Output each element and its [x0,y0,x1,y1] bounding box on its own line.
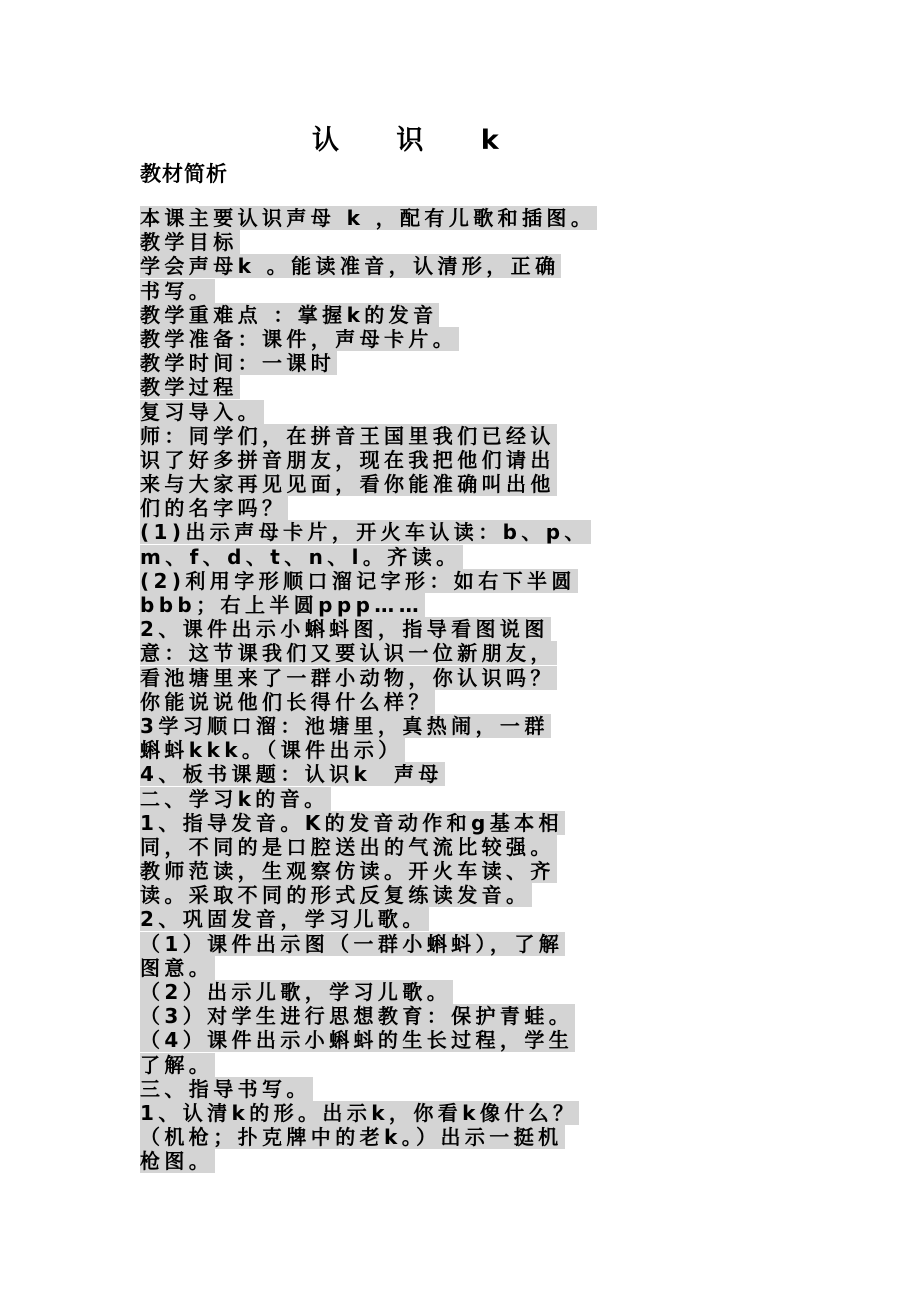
text-line [140,1053,790,1077]
text-line [140,1125,790,1149]
text-line-content: 教学时间：一课时 [140,351,336,376]
text-line-content: 识了好多拼音朋友，现在我把他们请出 [140,447,555,472]
text-line-content: bbb；右上半圆ppp…… [140,593,424,617]
text-line [140,351,790,375]
text-line-content: 教学准备：课件，声母卡片。 [140,326,458,351]
text-line [140,206,790,230]
text-line [140,230,790,254]
text-line [140,400,790,424]
lesson-body [140,206,790,1174]
text-line-content: 你能说说他们长得什么样？ [140,689,433,714]
text-line [140,303,790,327]
text-line-content: 教学目标 [140,230,238,255]
text-line-content: 三、指导书写。 [140,1076,311,1101]
section-heading: 教材简析 [140,162,228,186]
text-line-content: 复习导入。 [140,399,262,424]
text-line [140,1149,790,1173]
text-line [140,738,790,762]
text-line-content: 枪图。 [140,1149,214,1174]
text-line-content: 4、板书课题：认识k 声母 [140,762,443,787]
text-line [140,859,790,883]
text-line-content: m、f、d、t、n、l。齐读。 [140,544,461,569]
text-line [140,932,790,956]
text-line-content: 学会声母k 。能读准音，认清形，正确 [140,254,560,279]
text-line [140,956,790,980]
text-line-content: 书写。 [140,278,214,303]
text-line [140,448,790,472]
text-line [140,1101,790,1125]
text-line-content: （机枪；扑克牌中的老k。）出示一挺机 [140,1125,563,1150]
text-line-content: 图意。 [140,955,214,980]
text-line [140,690,790,714]
text-line-content: 意：这节课我们又要认识一位新朋友， [140,641,555,666]
text-line-content: 师：同学们，在拼音王国里我们已经认 [140,423,555,448]
text-line [140,1077,790,1101]
text-line [140,980,790,1004]
page-title: 认 识 k [312,125,523,156]
text-line [140,907,790,931]
text-line-content: (1)出示声母卡片，开火车认读：b、p、 [140,520,589,545]
text-line-content: 教学过程 [140,375,238,400]
text-line [140,569,790,593]
text-line-content: (2)利用字形顺口溜记字形：如右下半圆 [140,568,576,593]
text-line [140,762,790,786]
text-line-content: 二、学习k的音。 [140,786,329,811]
text-line-content: （4）课件出示小蝌蚪的生长过程，学生 [140,1028,574,1053]
text-line-content: 1、指导发音。K的发音动作和g基本相 [140,810,563,835]
text-line-content: （1）课件出示图（一群小蝌蚪），了解 [140,931,564,956]
text-line [140,883,790,907]
text-line [140,811,790,835]
text-line-content: 1、认清k的形。出示k，你看k像什么？ [140,1100,578,1125]
text-line [140,327,790,351]
text-line-content: 教学重难点 ：掌握k的发音 [140,302,438,327]
text-line-content: 2、课件出示小蝌蚪图，指导看图说图 [140,617,549,642]
text-line [140,472,790,496]
text-line-content: 同，不同的是口腔送出的气流比较强。 [140,834,555,859]
text-line [140,714,790,738]
text-line [140,641,790,665]
text-line [140,787,790,811]
text-line-content: 教师范读，生观察仿读。开火车读、齐 [140,859,555,884]
text-line-content: 读。采取不同的形式反复练读发音。 [140,883,531,908]
text-line-content: 蝌蚪kkk。（课件出示） [140,738,403,763]
text-line [140,617,790,641]
text-line-content: （2）出示儿歌，学习儿歌。 [140,980,452,1004]
text-line [140,520,790,544]
text-line [140,545,790,569]
text-line-content: 2、巩固发音，学习儿歌。 [140,907,427,932]
text-line-content: 们的名字吗？ [140,496,287,521]
text-line [140,666,790,690]
text-line-content: 来与大家再见见面，看你能准确叫出他 [140,472,555,497]
text-line-content: （3）对学生进行思想教育：保护青蛙。 [140,1004,574,1029]
text-line [140,835,790,859]
text-line-content: 看池塘里来了一群小动物，你认识吗？ [140,665,555,690]
text-line [140,375,790,399]
text-line [140,1028,790,1052]
text-line-content: 本课主要认识声母 k ，配有儿歌和插图。 [140,206,596,230]
text-line [140,424,790,448]
text-line [140,279,790,303]
text-line [140,1004,790,1028]
text-line-content: 了解。 [140,1052,214,1077]
text-line [140,254,790,278]
text-line [140,496,790,520]
text-line [140,593,790,617]
text-line-content: 3学习顺口溜：池塘里，真热闹，一群 [140,713,549,738]
